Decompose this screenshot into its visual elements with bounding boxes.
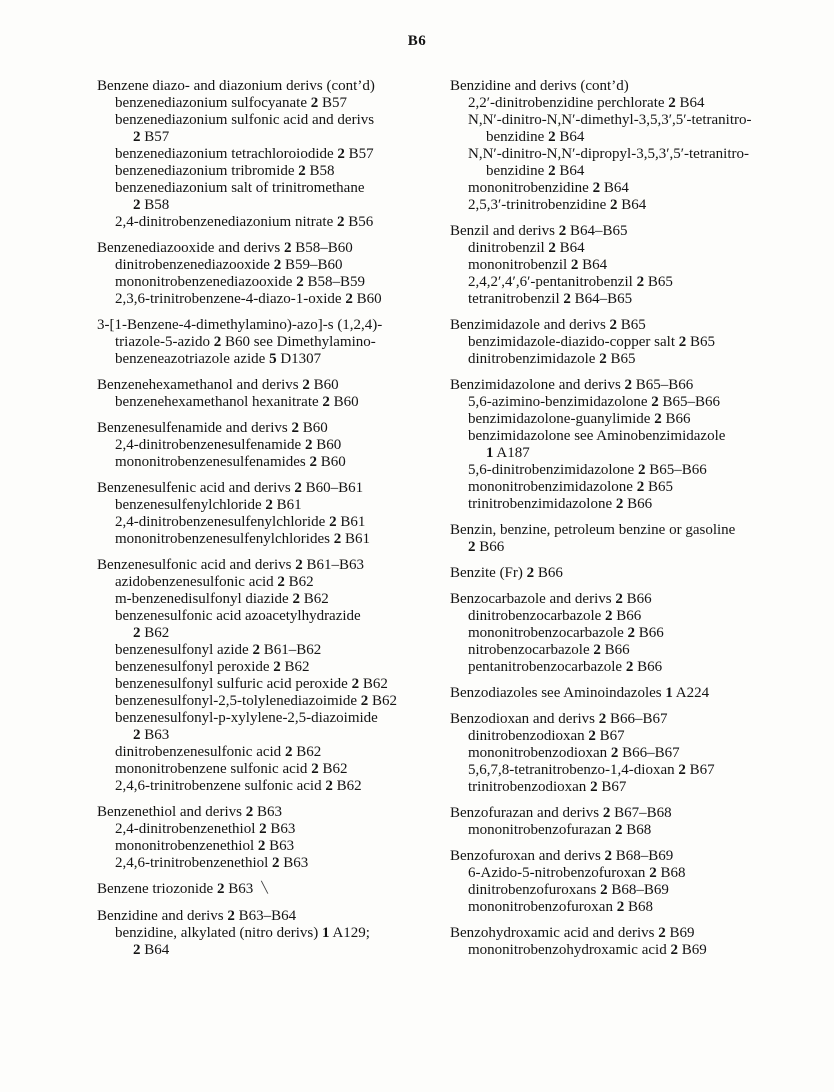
volume-number: 2: [615, 591, 623, 607]
volume-number: 2: [548, 163, 556, 179]
index-entry-line: mononitrobenzenethiol 2 B63: [115, 838, 295, 854]
volume-number: 2: [526, 565, 535, 581]
volume-number: 2: [133, 942, 141, 958]
volume-number: 1: [322, 925, 330, 941]
index-entry-line: benzenediazonium sulfocyanate 2 B57: [115, 95, 348, 111]
volume-number: 2: [259, 821, 267, 837]
index-section: [450, 565, 806, 582]
volume-number: 2: [570, 257, 579, 273]
index-section: [97, 377, 453, 411]
index-entry-line: benzenesulfonyl azide 2 B61–B62: [115, 642, 322, 658]
volume-number: 2: [678, 334, 687, 350]
volume-number: 2: [311, 761, 319, 777]
index-entry-heading: Benzohydroxamic acid and derivs 2 B69: [450, 925, 695, 941]
index-section: [450, 522, 806, 556]
index-entry-line: mononitrobenzil 2 B64: [468, 257, 608, 273]
index-section: [450, 711, 806, 796]
index-entry-line: 5,6,7,8-tetranitrobenzo-1,4-dioxan 2 B67: [468, 762, 715, 778]
index-entry-line: 1 A187: [486, 445, 530, 461]
volume-number: 2: [590, 779, 598, 795]
index-entry-line: 2,3,6-trinitrobenzene-4-diazo-1-oxide 2 B60: [115, 291, 382, 307]
volume-number: 2: [627, 625, 636, 641]
volume-number: 2: [322, 394, 330, 410]
index-entry-line: 2 B64: [133, 942, 170, 958]
volume-number: 1: [665, 685, 673, 701]
volume-number: 2: [637, 462, 646, 478]
index-entry-line: dinitrobenzimidazole 2 B65: [468, 351, 636, 367]
index-entry-line: benzimidazole-diazido-copper salt 2 B65: [468, 334, 716, 350]
index-section: [450, 848, 806, 916]
volume-number: 2: [600, 882, 608, 898]
index-entry-line: dinitrobenzenesulfonic acid 2 B62: [115, 744, 322, 760]
index-entry-line: triazole-5-azido 2 B60 see Dimethylamino-: [115, 334, 376, 350]
index-entry-heading: Benzenehexamethanol and derivs 2 B60: [97, 377, 339, 393]
volume-number: 2: [548, 240, 556, 256]
volume-number: 2: [337, 214, 345, 230]
volume-number: 2: [227, 908, 235, 924]
volume-number: 2: [273, 659, 281, 675]
volume-number: 1: [486, 445, 494, 461]
volume-number: 2: [563, 291, 571, 307]
index-entry-heading: Benzidine and derivs (cont’d): [450, 78, 629, 94]
index-entry-heading: Benzene triozonide 2 B63 ╲: [97, 881, 268, 897]
index-entry-line: benzenesulfenylchloride 2 B61: [115, 497, 302, 513]
volume-number: 2: [602, 805, 611, 821]
index-entry-line: mononitrobenzodioxan 2 B66–B67: [468, 745, 680, 761]
volume-number: 2: [265, 497, 273, 513]
index-entry-line: mononitrobenzenesulfenamides 2 B60: [115, 454, 346, 470]
index-entry-heading: Benzene diazo- and diazonium derivs (cont’d): [97, 78, 375, 94]
volume-number: 2: [593, 642, 601, 658]
index-entry-line: mononitrobenzenediazooxide 2 B58–B59: [115, 274, 365, 290]
volume-number: 2: [668, 95, 676, 111]
index-entry-line: dinitrobenzodioxan 2 B67: [468, 728, 625, 744]
index-section: [97, 420, 453, 471]
volume-number: 2: [604, 848, 613, 864]
index-entry-line: benzimidazolone-guanylimide 2 B66: [468, 411, 691, 427]
index-entry-line: dinitrobenzenediazooxide 2 B59–B60: [115, 257, 343, 273]
index-entry-heading: Benzenesulfonic acid and derivs 2 B61–B63: [97, 557, 365, 573]
page-number: B6: [407, 33, 427, 49]
index-entry-line: benzenesulfonic acid azoacetylhydrazide: [115, 608, 361, 624]
index-section: [97, 480, 453, 548]
volume-number: 2: [213, 334, 222, 350]
index-entry-line: 2 B57: [133, 129, 170, 145]
index-entry-heading: Benzidine and derivs 2 B63–B64: [97, 908, 297, 924]
volume-number: 2: [654, 411, 662, 427]
index-entry-heading: Benzodioxan and derivs 2 B66–B67: [450, 711, 668, 727]
index-entry-heading: Benzofurazan and derivs 2 B67–B68: [450, 805, 672, 821]
index-entry-line: benzenesulfonyl sulfuric acid peroxide 2 B62: [115, 676, 388, 692]
index-entry-line: benzenehexamethanol hexanitrate 2 B60: [115, 394, 359, 410]
volume-number: 2: [133, 727, 141, 743]
index-entry-heading: Benzocarbazole and derivs 2 B66: [450, 591, 652, 607]
index-section: [97, 240, 453, 308]
index-entry-line: 6-Azido-5-nitrobenzofuroxan 2 B68: [468, 865, 686, 881]
index-entry-line: mononitrobenzofurazan 2 B68: [468, 822, 652, 838]
index-entry-line: 2,4-dinitrobenzenesulfenamide 2 B60: [115, 437, 342, 453]
volume-number: 2: [292, 591, 300, 607]
index-section: [97, 881, 453, 899]
index-entry-heading: Benzimidazolone and derivs 2 B65–B66: [450, 377, 694, 393]
index-entry-heading: Benzil and derivs 2 B64–B65: [450, 223, 628, 239]
volume-number: 2: [345, 291, 353, 307]
index-entry-line: benzenediazonium tetrachloroiodide 2 B57: [115, 146, 374, 162]
index-entry-line: 5,6-azimino-benzimidazolone 2 B65–B66: [468, 394, 721, 410]
volume-number: 2: [273, 257, 282, 273]
index-entry-heading: Benzenesulfenamide and derivs 2 B60: [97, 420, 328, 436]
volume-number: 2: [325, 778, 333, 794]
index-entry-line: 2,2′-dinitrobenzidine perchlorate 2 B64: [468, 95, 705, 111]
index-entry-heading: Benzenediazooxide and derivs 2 B58–B60: [97, 240, 353, 256]
volume-number: 2: [636, 479, 645, 495]
index-entry-line: benzenesulfonyl-p-xylylene-2,5-diazoimide: [115, 710, 378, 726]
index-entry-line: mononitrobenzocarbazole 2 B66: [468, 625, 664, 641]
index-section: [450, 78, 806, 214]
volume-number: 2: [302, 377, 310, 393]
volume-number: 2: [610, 745, 619, 761]
index-section: [97, 78, 453, 231]
volume-number: 2: [329, 514, 337, 530]
volume-number: 2: [337, 146, 345, 162]
index-entry-line: 2,4-dinitrobenzenesulfenylchloride 2 B61: [115, 514, 366, 530]
volume-number: 2: [294, 480, 302, 496]
volume-number: 2: [309, 454, 318, 470]
index-entry-heading: Benzenethiol and derivs 2 B63: [97, 804, 282, 820]
index-entry-line: mononitrobenzimidazolone 2 B65: [468, 479, 673, 495]
volume-number: 2: [133, 129, 141, 145]
index-section: [450, 377, 806, 513]
volume-number: 2: [295, 557, 303, 573]
volume-number: 2: [636, 274, 645, 290]
volume-number: 2: [133, 625, 141, 641]
index-entry-line: 2 B63: [133, 727, 170, 743]
volume-number: 2: [257, 838, 266, 854]
index-entry-line: dinitrobenzil 2 B64: [468, 240, 585, 256]
volume-number: 2: [616, 899, 625, 915]
index-section: [97, 804, 453, 872]
volume-number: 2: [651, 394, 659, 410]
volume-number: 2: [615, 822, 623, 838]
volume-number: 2: [298, 163, 306, 179]
index-entry-line: benzenesulfonyl-2,5-tolylenediazoimide 2 B62: [115, 693, 398, 709]
index-entry-line: N,N′-dinitro-N,N′-dipropyl-3,5,3′,5′-tetranitro-: [468, 146, 749, 162]
volume-number: 2: [310, 95, 319, 111]
volume-number: 2: [304, 437, 313, 453]
volume-number: 2: [351, 676, 360, 692]
index-entry-heading: Benzimidazole and derivs 2 B65: [450, 317, 646, 333]
volume-number: 2: [133, 197, 141, 213]
index-entry-line: azidobenzenesulfonic acid 2 B62: [115, 574, 314, 590]
index-entry-line: dinitrobenzofuroxans 2 B68–B69: [468, 882, 669, 898]
volume-number: 2: [609, 317, 618, 333]
index-entry-line: trinitrobenzodioxan 2 B67: [468, 779, 627, 795]
index-entry-line: benzimidazolone see Aminobenzimidazole: [468, 428, 726, 444]
index-section: [450, 317, 806, 368]
index-entry-line: nitrobenzocarbazole 2 B66: [468, 642, 630, 658]
index-entry-heading: Benzite (Fr) 2 B66: [450, 565, 563, 581]
volume-number: 2: [605, 608, 613, 624]
volume-number: 2: [598, 711, 607, 727]
index-entry-line: pentanitrobenzocarbazole 2 B66: [468, 659, 663, 675]
index-entry-line: trinitrobenzimidazolone 2 B66: [468, 496, 653, 512]
volume-number: 2: [296, 274, 304, 290]
index-section: [450, 805, 806, 839]
index-entry-line: benzenediazonium salt of trinitromethane: [115, 180, 365, 196]
index-entry-line: mononitrobenzidine 2 B64: [468, 180, 629, 196]
index-entry-line: benzenesulfonyl peroxide 2 B62: [115, 659, 310, 675]
volume-number: 2: [615, 496, 624, 512]
index-entry-line: benzeneazotriazole azide 5 D1307: [115, 351, 322, 367]
volume-number: 2: [658, 925, 666, 941]
index-entry-line: 2 B62: [133, 625, 170, 641]
volume-number: 2: [284, 240, 292, 256]
volume-number: 2: [291, 420, 300, 436]
volume-number: 5: [269, 351, 277, 367]
index-entry-line: tetranitrobenzil 2 B64–B65: [468, 291, 633, 307]
volume-number: 2: [558, 223, 567, 239]
index-entry-line: 2,4,2′,4′,6′-pentanitrobenzil 2 B65: [468, 274, 673, 290]
index-entry-heading: Benzofuroxan and derivs 2 B68–B69: [450, 848, 674, 864]
index-entry-heading: Benzin, benzine, petroleum benzine or gasoline: [450, 522, 736, 538]
index-entry-line: mononitrobenzenesulfenylchlorides 2 B61: [115, 531, 370, 547]
volume-number: 2: [252, 642, 260, 658]
volume-number: 2: [272, 855, 280, 871]
index-entry-line: benzenediazonium tribromide 2 B58: [115, 163, 335, 179]
index-entry-line: 5,6-dinitrobenzimidazolone 2 B65–B66: [468, 462, 707, 478]
index-entry-heading: Benzenesulfenic acid and derivs 2 B60–B61: [97, 480, 364, 496]
index-entry-line: mononitrobenzohydroxamic acid 2 B69: [468, 942, 707, 958]
volume-number: 2: [284, 744, 293, 760]
volume-number: 2: [245, 804, 254, 820]
volume-number: 2: [592, 180, 601, 196]
index-section: [97, 317, 453, 368]
index-entry-line: 2,4,6-trinitrobenzenethiol 2 B63: [115, 855, 309, 871]
volume-number: 2: [625, 659, 634, 675]
index-entry-line: benzidine 2 B64: [486, 129, 585, 145]
volume-number: 2: [624, 377, 633, 393]
index-column-right: [450, 78, 806, 968]
index-entry-line: 2,4,6-trinitrobenzene sulfonic acid 2 B62: [115, 778, 362, 794]
volume-number: 2: [678, 762, 686, 778]
index-entry-line: mononitrobenzene sulfonic acid 2 B62: [115, 761, 348, 777]
volume-number: 2: [649, 865, 657, 881]
index-entry-line: 2,4-dinitrobenzenediazonium nitrate 2 B56: [115, 214, 374, 230]
index-entry-line: 2,5,3′-trinitrobenzidine 2 B64: [468, 197, 647, 213]
volume-number: 2: [588, 728, 596, 744]
volume-number: 2: [548, 129, 556, 145]
volume-number: 2: [216, 881, 225, 897]
index-entry-heading: 3-[1-Benzene-4-dimethylamino)-azo]-s (1,2,4)-: [97, 317, 383, 333]
volume-number: 2: [468, 539, 476, 555]
index-entry-heading: Benzodiazoles see Aminoindazoles 1 A224: [450, 685, 710, 701]
volume-number: 2: [333, 531, 342, 547]
volume-number: 2: [360, 693, 369, 709]
index-entry-line: 2,4-dinitrobenzenethiol 2 B63: [115, 821, 296, 837]
index-entry-line: N,N′-dinitro-N,N′-dimethyl-3,5,3′,5′-tetranitro-: [468, 112, 752, 128]
index-entry-line: benzenediazonium sulfonic acid and derivs: [115, 112, 375, 128]
index-section: [97, 908, 453, 959]
index-entry-line: mononitrobenzofuroxan 2 B68: [468, 899, 653, 915]
index-entry-line: benzidine, alkylated (nitro derivs) 1 A129;: [115, 925, 370, 941]
index-section: [97, 557, 453, 795]
index-entry-line: 2 B66: [468, 539, 505, 555]
volume-number: 2: [599, 351, 607, 367]
index-entry-line: 2 B58: [133, 197, 170, 213]
index-entry-line: m-benzenedisulfonyl diazide 2 B62: [115, 591, 329, 607]
stray-pen-mark: ╲: [261, 882, 268, 894]
index-section: [450, 223, 806, 308]
index-section: [450, 591, 806, 676]
index-column-left: [97, 78, 453, 968]
index-entry-line: dinitrobenzocarbazole 2 B66: [468, 608, 642, 624]
volume-number: 2: [277, 574, 285, 590]
volume-number: 2: [670, 942, 678, 958]
index-section: [450, 685, 806, 702]
volume-number: 2: [610, 197, 618, 213]
index-entry-line: benzidine 2 B64: [486, 163, 585, 179]
index-section: [450, 925, 806, 959]
